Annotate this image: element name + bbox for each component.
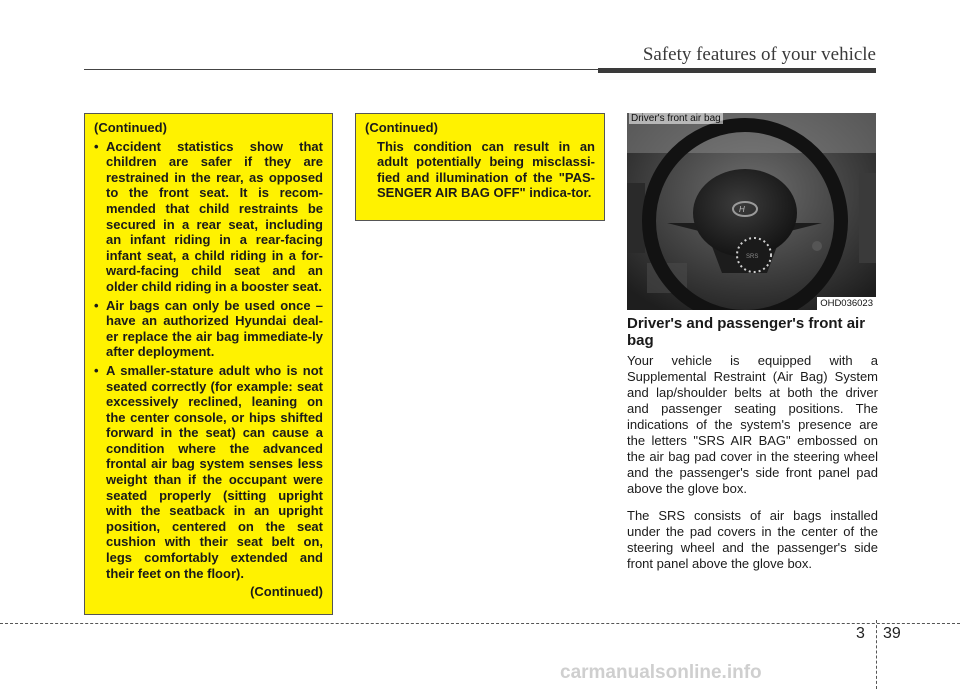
steering-wheel-airbag-photo [627, 113, 876, 310]
steering-wheel-illustration [627, 113, 876, 310]
bullet-item [94, 363, 323, 581]
header-rule-accent [598, 68, 876, 73]
section-heading: Driver's and passenger's front air bag [627, 315, 866, 349]
chapter-number: 3 [856, 625, 865, 642]
svg-text:SRS: SRS [746, 254, 759, 260]
page-number: 39 [883, 625, 901, 642]
bullet-text: A smaller-stature adult who is not seated correctly (for example: seat excessively reclined, leaning on the center console, or hips shifted forward in the seat) can cause a condition where the advanced frontal air bag system senses less weight than if the occupant were seated properly (sitting upright with the seatback in an upright position, centered on the seat cushion with their seat belt on, legs comfortably extended and their feet on the floor). [106, 362, 323, 581]
bullet-text: Accident statistics show that children are safer if they are restrained in the rear, as opposed to the front seat. It is recom-mended that child restraints be secured in a rear seat, including an infant riding in a rear-facing infant seat, a child riding in a for-ward-facing child seat and an older child riding in a booster seat. [106, 138, 323, 294]
bullet-text: Air bags can only be used once – have an authorized Hyundai deal-er replace the air bag immediate-ly after deployment. [106, 297, 323, 360]
page-footer [0, 620, 960, 689]
bullet-item [94, 139, 323, 295]
page-header-title: Safety features of your vehicle [642, 44, 876, 65]
photo-caption: Driver's front air bag [631, 113, 721, 124]
bullet-icon: • [94, 138, 99, 154]
photo-code: OHD036023 [817, 297, 876, 310]
bullet-item [94, 298, 323, 360]
watermark: carmanualsonline.info [560, 662, 762, 683]
continued-label-bottom: (Continued) [250, 584, 323, 600]
continued-label: (Continued) [365, 120, 438, 135]
body-paragraph: The SRS consists of air bags installed under the pad covers in the center of the steering wheel and the passenger's side front panel above the glove box. [627, 508, 878, 571]
warning-box-continued [84, 113, 333, 615]
body-paragraph: Your vehicle is equipped with a Supplemental Restraint (Air Bag) System and lap/shoulder belts at both the driver and passenger seating positions. The indications of the system's presence are the letters "SRS AIR BAG" embossed on the air bag pad cover in the steering wheel and the passenger's side front panel pad above the glove box. [627, 353, 878, 496]
svg-text:H: H [739, 205, 745, 214]
warning-text: This condition can result in an adult potentially being misclassi-fied and illumination of the "PAS-SENGER AIR BAG OFF" indica-tor. [377, 138, 595, 201]
warning-box-continued-2 [355, 113, 605, 221]
footer-rule [0, 623, 960, 624]
bullet-icon: • [94, 297, 99, 313]
continued-label: (Continued) [94, 120, 167, 135]
bullet-icon: • [94, 362, 99, 378]
footer-divider [876, 620, 877, 689]
